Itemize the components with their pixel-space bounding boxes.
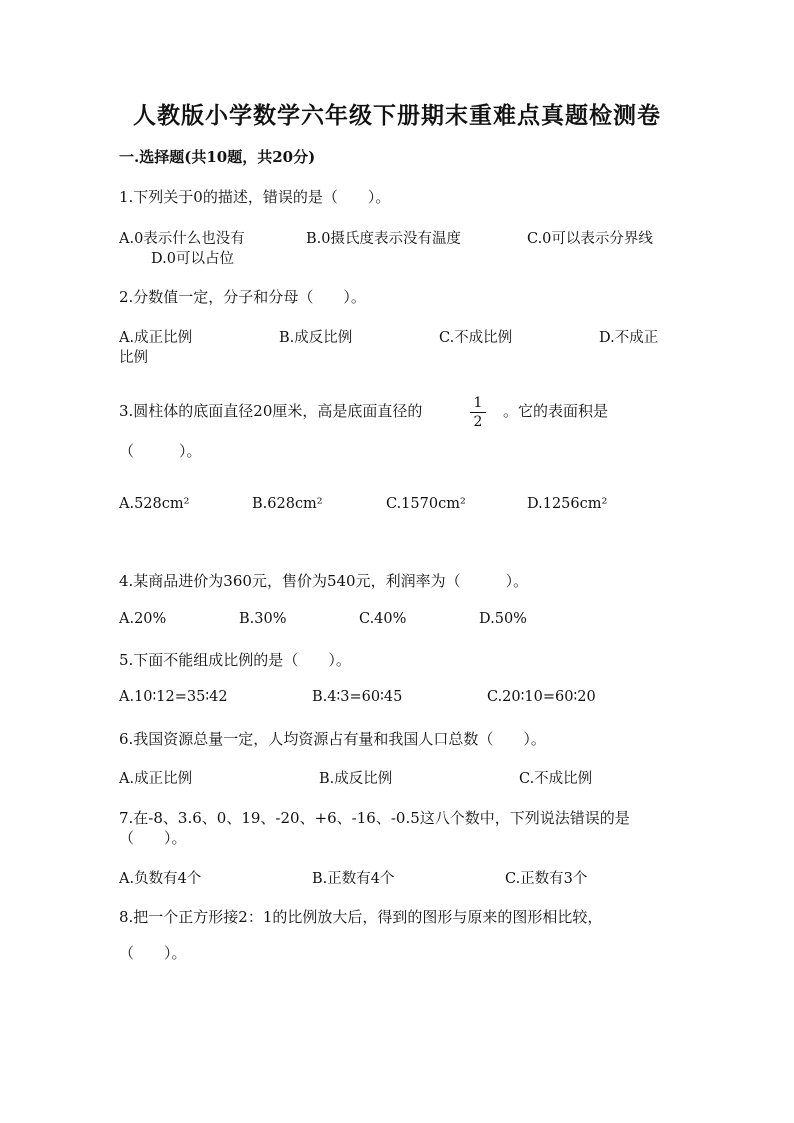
question-7-blank: （ ）。 bbox=[119, 829, 187, 847]
fraction-denominator: 2 bbox=[473, 414, 483, 430]
q7-option-b: B.正数有4个 bbox=[312, 871, 395, 887]
q6-option-b: B.成反比例 bbox=[319, 771, 393, 787]
question-2: 2.分数值一定，分子和分母（ ）。 bbox=[119, 288, 366, 306]
question-1: 1.下列关于0的描述，错误的是（ ）。 bbox=[119, 188, 391, 206]
fraction-one-half bbox=[470, 395, 486, 430]
question-6: 6.我国资源总量一定，人均资源占有量和我国人口总数（ ）。 bbox=[119, 730, 546, 748]
q3-option-b: B.628cm² bbox=[252, 496, 323, 512]
q4-option-d: D.50% bbox=[479, 611, 527, 627]
question-8: 8.把一个正方形接2：1的比例放大后，得到的图形与原来的图形相比较， bbox=[119, 908, 603, 926]
q4-option-a: A.20% bbox=[119, 611, 167, 627]
q5-option-b: B.4∶3=60∶45 bbox=[312, 689, 403, 705]
q3-option-a: A.528cm² bbox=[119, 496, 190, 512]
question-3-blank: （ ）。 bbox=[119, 442, 202, 460]
q1-option-d: D.0可以占位 bbox=[151, 251, 234, 267]
q3-option-d: D.1256cm² bbox=[527, 496, 608, 512]
question-5: 5.下面不能组成比例的是（ ）。 bbox=[119, 651, 351, 669]
q6-option-c: C.不成比例 bbox=[519, 771, 593, 787]
q7-option-c: C.正数有3个 bbox=[505, 871, 588, 887]
question-3-part2: 。它的表面积是 bbox=[503, 402, 609, 420]
q3-option-c: C.1570cm² bbox=[386, 496, 466, 512]
page-title: 人教版小学数学六年级下册期末重难点真题检测卷 bbox=[133, 102, 661, 129]
q6-option-a: A.成正比例 bbox=[119, 771, 193, 787]
q4-option-c: C.40% bbox=[359, 611, 407, 627]
q4-option-b: B.30% bbox=[239, 611, 287, 627]
question-3-part1: 3.圆柱体的底面直径20厘米，高是底面直径的 bbox=[119, 402, 423, 420]
q1-option-a: A.0表示什么也没有 bbox=[119, 231, 245, 247]
q2-option-c: C.不成比例 bbox=[439, 330, 513, 346]
q2-option-d: D.不成正 bbox=[599, 330, 659, 346]
fraction-numerator: 1 bbox=[473, 395, 483, 411]
fraction-bar bbox=[470, 412, 486, 413]
q1-option-b: B.0摄氏度表示没有温度 bbox=[306, 231, 461, 247]
q7-option-a: A.负数有4个 bbox=[119, 871, 202, 887]
q5-option-a: A.10∶12=35∶42 bbox=[119, 689, 228, 705]
q2-option-a: A.成正比例 bbox=[119, 330, 193, 346]
question-8-blank: （ ）。 bbox=[119, 944, 187, 962]
q1-option-c: C.0可以表示分界线 bbox=[527, 231, 653, 247]
q2-option-b: B.成反比例 bbox=[279, 330, 353, 346]
question-7: 7.在-8、3.6、0、19、-20、+6、-16、-0.5这八个数中，下列说法错误的是 bbox=[119, 809, 630, 827]
q2-option-d-wrap: 比例 bbox=[119, 350, 148, 366]
section-heading: 一.选择题(共10题，共20分) bbox=[119, 148, 316, 166]
question-4: 4.某商品进价为360元，售价为540元，利润率为（ ）。 bbox=[119, 572, 529, 590]
q5-option-c: C.20∶10=60∶20 bbox=[487, 689, 596, 705]
